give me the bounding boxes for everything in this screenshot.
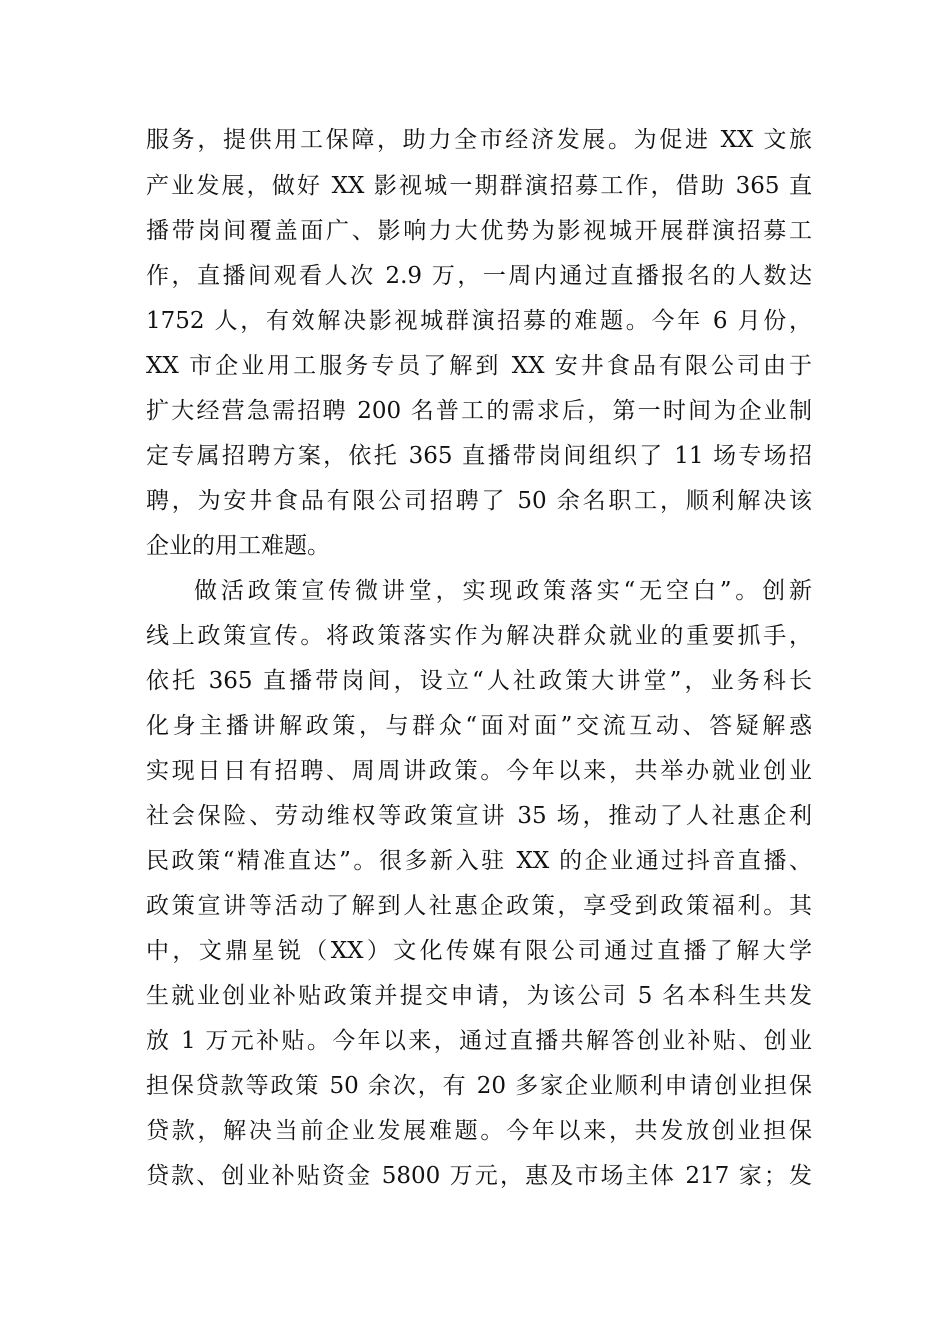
paragraph-2-line-5: 实现日日有招聘、周周讲政策。今年以来，共举办就业创业 (146, 758, 812, 784)
paragraph-2-line-11: 放 1 万元补贴。今年以来，通过直播共解答创业补贴、创业 (146, 1028, 812, 1054)
paragraph-1-line-5: 1752 人，有效解决影视城群演招募的难题。今年 6 月份， (146, 308, 812, 334)
paragraph-1-line-2: 产业发展，做好 XX 影视城一期群演招募工作，借助 365 直 (146, 173, 812, 199)
paragraph-2-line-7: 民政策“精准直达”。很多新入驻 XX 的企业通过抖音直播、 (146, 848, 812, 874)
paragraph-1-line-9: 聘，为安井食品有限公司招聘了 50 余名职工，顺利解决该 (146, 488, 812, 514)
paragraph-2-line-6: 社会保险、劳动维权等政策宣讲 35 场，推动了人社惠企利 (146, 803, 812, 829)
paragraph-2-line-8: 政策宣讲等活动了解到人社惠企政策，享受到政策福利。其 (146, 893, 812, 919)
paragraph-2-line-10: 生就业创业补贴政策并提交申请，为该公司 5 名本科生共发 (146, 983, 812, 1009)
paragraph-1-line-6: XX 市企业用工服务专员了解到 XX 安井食品有限公司由于 (146, 353, 812, 379)
document-body (146, 0, 812, 1344)
paragraph-1-line-1: 服务，提供用工保障，助力全市经济发展。为促进 XX 文旅 (146, 127, 812, 153)
paragraph-1-line-7: 扩大经营急需招聘 200 名普工的需求后，第一时间为企业制 (146, 398, 812, 424)
paragraph-1-line-8: 定专属招聘方案，依托 365 直播带岗间组织了 11 场专场招 (146, 443, 812, 469)
paragraph-1-line-10: 企业的用工难题。 (146, 533, 330, 559)
paragraph-2-line-12: 担保贷款等政策 50 余次，有 20 多家企业顺利申请创业担保 (146, 1073, 812, 1099)
paragraph-1-line-3: 播带岗间覆盖面广、影响力大优势为影视城开展群演招募工 (146, 218, 812, 244)
paragraph-2-line-14: 贷款、创业补贴资金 5800 万元，惠及市场主体 217 家；发 (146, 1163, 812, 1189)
paragraph-2-line-3: 依托 365 直播带岗间，设立“人社政策大讲堂”，业务科长 (146, 668, 812, 694)
paragraph-1-line-4: 作，直播间观看人次 2.9 万，一周内通过直播报名的人数达 (146, 263, 812, 289)
paragraph-2-line-9: 中，文鼎星锐（XX）文化传媒有限公司通过直播了解大学 (146, 938, 812, 964)
paragraph-2-line-1: 做活政策宣传微讲堂，实现政策落实“无空白”。创新 (194, 578, 812, 604)
paragraph-2-line-13: 贷款，解决当前企业发展难题。今年以来，共发放创业担保 (146, 1118, 812, 1144)
paragraph-2-line-4: 化身主播讲解政策，与群众“面对面”交流互动、答疑解惑 (146, 713, 812, 739)
paragraph-2-line-2: 线上政策宣传。将政策落实作为解决群众就业的重要抓手， (146, 623, 812, 649)
